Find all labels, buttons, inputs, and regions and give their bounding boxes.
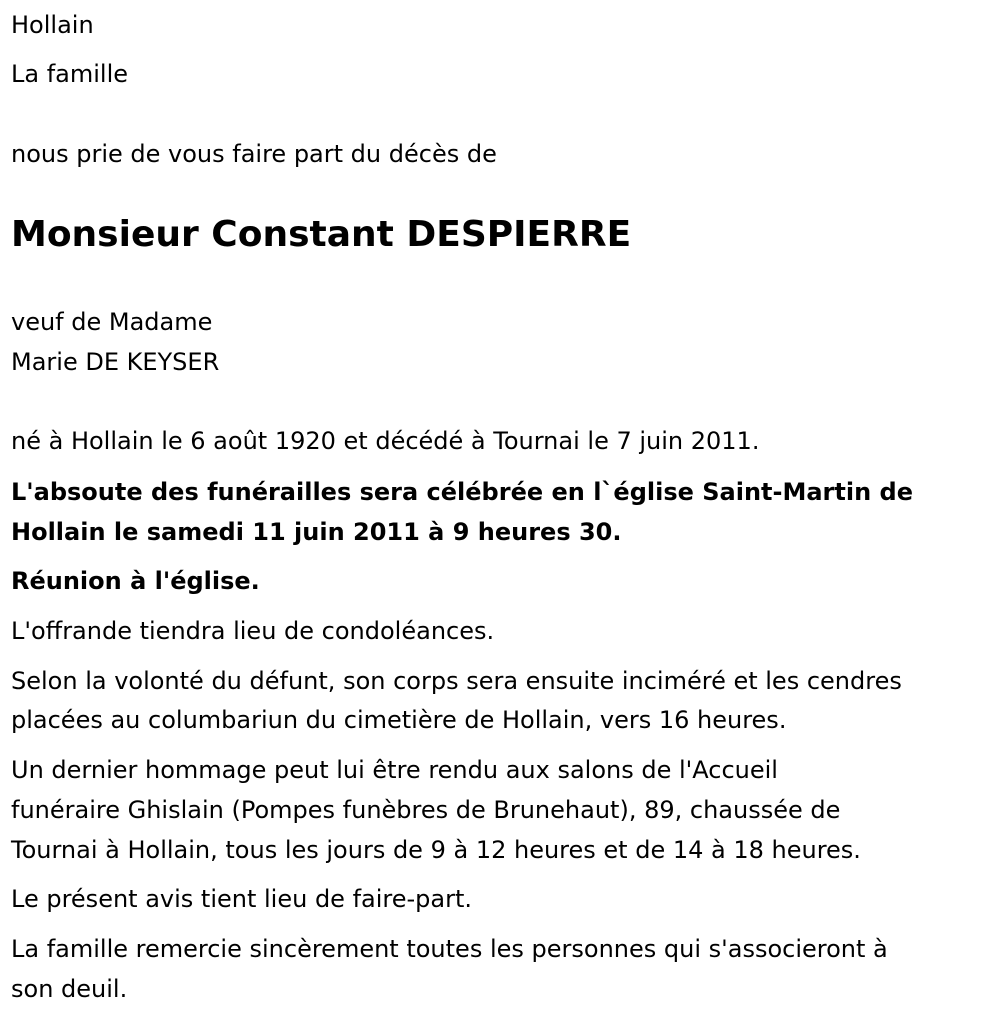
ceremony-line-1: L'absoute des funérailles sera célébrée en l`église Saint-Martin de (11, 478, 913, 506)
tribute-line-2: funéraire Ghislain (Pompes funèbres de Brunehaut), 89, chaussée de (11, 796, 841, 824)
birth-death-text: né à Hollain le 6 août 1920 et décédé à Tournai le 7 juin 2011. (11, 427, 760, 455)
spouse-line-2: Marie DE KEYSER (11, 348, 220, 376)
family-label: La famille (11, 60, 129, 88)
cremation-line-2: placées au columbariun du cimetière de Hollain, vers 16 heures. (11, 706, 787, 734)
ceremony-line-2: Hollain le samedi 11 juin 2011 à 9 heures 30. (11, 518, 622, 546)
thanks-line-1: La famille remercie sincèrement toutes les personnes qui s'associeront à (11, 935, 888, 963)
tribute-line-3: Tournai à Hollain, tous les jours de 9 à 12 heures et de 14 à 18 heures. (11, 836, 861, 864)
deceased-name: Monsieur Constant DESPIERRE (11, 214, 632, 255)
spouse-line-1: veuf de Madame (11, 308, 213, 336)
notice-statement: Le présent avis tient lieu de faire-part. (11, 885, 473, 913)
intro-text: nous prie de vous faire part du décès de (11, 140, 497, 168)
place-name: Hollain (11, 11, 94, 39)
thanks-line-2: son deuil. (11, 975, 128, 1003)
meeting-text: Réunion à l'église. (11, 567, 260, 595)
tribute-line-1: Un dernier hommage peut lui être rendu aux salons de l'Accueil (11, 756, 778, 784)
cremation-line-1: Selon la volonté du défunt, son corps sera ensuite inciméré et les cendres (11, 667, 902, 695)
offering-text: L'offrande tiendra lieu de condoléances. (11, 617, 495, 645)
